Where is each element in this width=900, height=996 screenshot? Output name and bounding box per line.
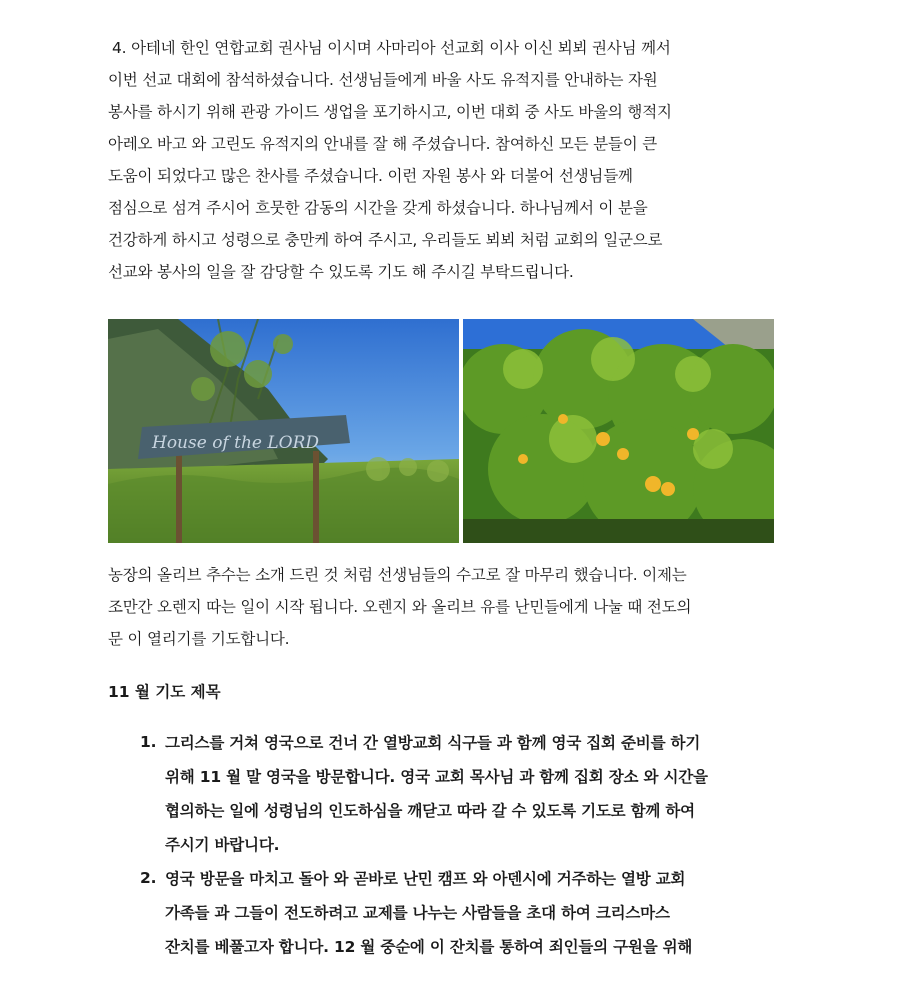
photo-row	[108, 319, 774, 543]
sign-text: House of the LORD	[152, 433, 320, 453]
text-line: 선교와 봉사의 일을 잘 감당할 수 있도록 기도 해 주시길 부탁드립니다.	[108, 263, 574, 281]
orange-tree-photo	[463, 319, 774, 543]
text-line: 주시기 바랍니다.	[165, 836, 280, 854]
text-line: 문 이 열리기를 기도합니다.	[108, 630, 290, 648]
text-line: 이번 선교 대회에 참석하셨습니다. 선생님들에게 바울 사도 유적지를 안내하는 자원	[108, 71, 658, 89]
farm-sign-illustration	[108, 319, 459, 543]
item-number: 1.	[140, 733, 157, 751]
text-line: 봉사를 하시기 위해 관광 가이드 생업을 포기하시고, 이번 대회 중 사도 바울의 행적지	[108, 103, 672, 121]
prayer-item-1	[140, 726, 800, 862]
text-line: 농장의 올리브 추수는 소개 드린 것 처럼 선생님들의 수고로 잘 마무리 했습니다. 이제는	[108, 566, 687, 584]
text-line: 건강하게 하시고 성령으로 충만케 하여 주시고, 우리들도 뵈뵈 처럼 교회의 일군으로	[108, 231, 663, 249]
text-line: 점심으로 섬겨 주시어 흐뭇한 감동의 시간을 갖게 하셨습니다. 하나님께서 이 분을	[108, 199, 648, 217]
prayer-heading: 11 월 기도 제목	[108, 683, 221, 701]
text-line: 4. 아테네 한인 연합교회 권사님 이시며 사마리아 선교회 이사 이신 뵈뵈 권사님 께서	[112, 39, 671, 57]
text-line: 도움이 되었다고 많은 찬사를 주셨습니다. 이런 자원 봉사 와 더불어 선생님들께	[108, 167, 633, 185]
prayer-item-2	[140, 862, 800, 964]
prayer-list	[140, 726, 800, 964]
paragraph-phoebe	[108, 32, 798, 288]
text-line: 조만간 오렌지 따는 일이 시작 됩니다. 오렌지 와 올리브 유를 난민들에게 나눌 때 전도의	[108, 598, 692, 616]
text-line: 가족들 과 그들이 전도하려고 교제를 나누는 사람들을 초대 하여 크리스마스	[165, 904, 670, 922]
item-number: 2.	[140, 869, 157, 887]
text-line: 영국 방문을 마치고 돌아 와 곧바로 난민 캠프 와 아덴시에 거주하는 열방 교회	[165, 870, 686, 888]
text-line: 그리스를 거쳐 영국으로 건너 간 열방교회 식구들 과 함께 영국 집회 준비를 하기	[165, 734, 701, 752]
text-line: 위해 11 월 말 영국을 방문합니다. 영국 교회 목사님 과 함께 집회 장소 와 시간을	[165, 768, 708, 786]
farm-sign-photo	[108, 319, 459, 543]
text-line: 아레오 바고 와 고린도 유적지의 안내를 잘 해 주셨습니다. 참여하신 모든 분들이 큰	[108, 135, 657, 153]
text-line: 협의하는 일에 성령님의 인도하심을 깨닫고 따라 갈 수 있도록 기도로 함께 하여	[165, 802, 695, 820]
paragraph-harvest	[108, 559, 798, 655]
text-line: 잔치를 베풀고자 합니다. 12 월 중순에 이 잔치를 통하여 죄인들의 구원을 위해	[165, 938, 693, 956]
orange-tree-illustration	[463, 319, 774, 543]
